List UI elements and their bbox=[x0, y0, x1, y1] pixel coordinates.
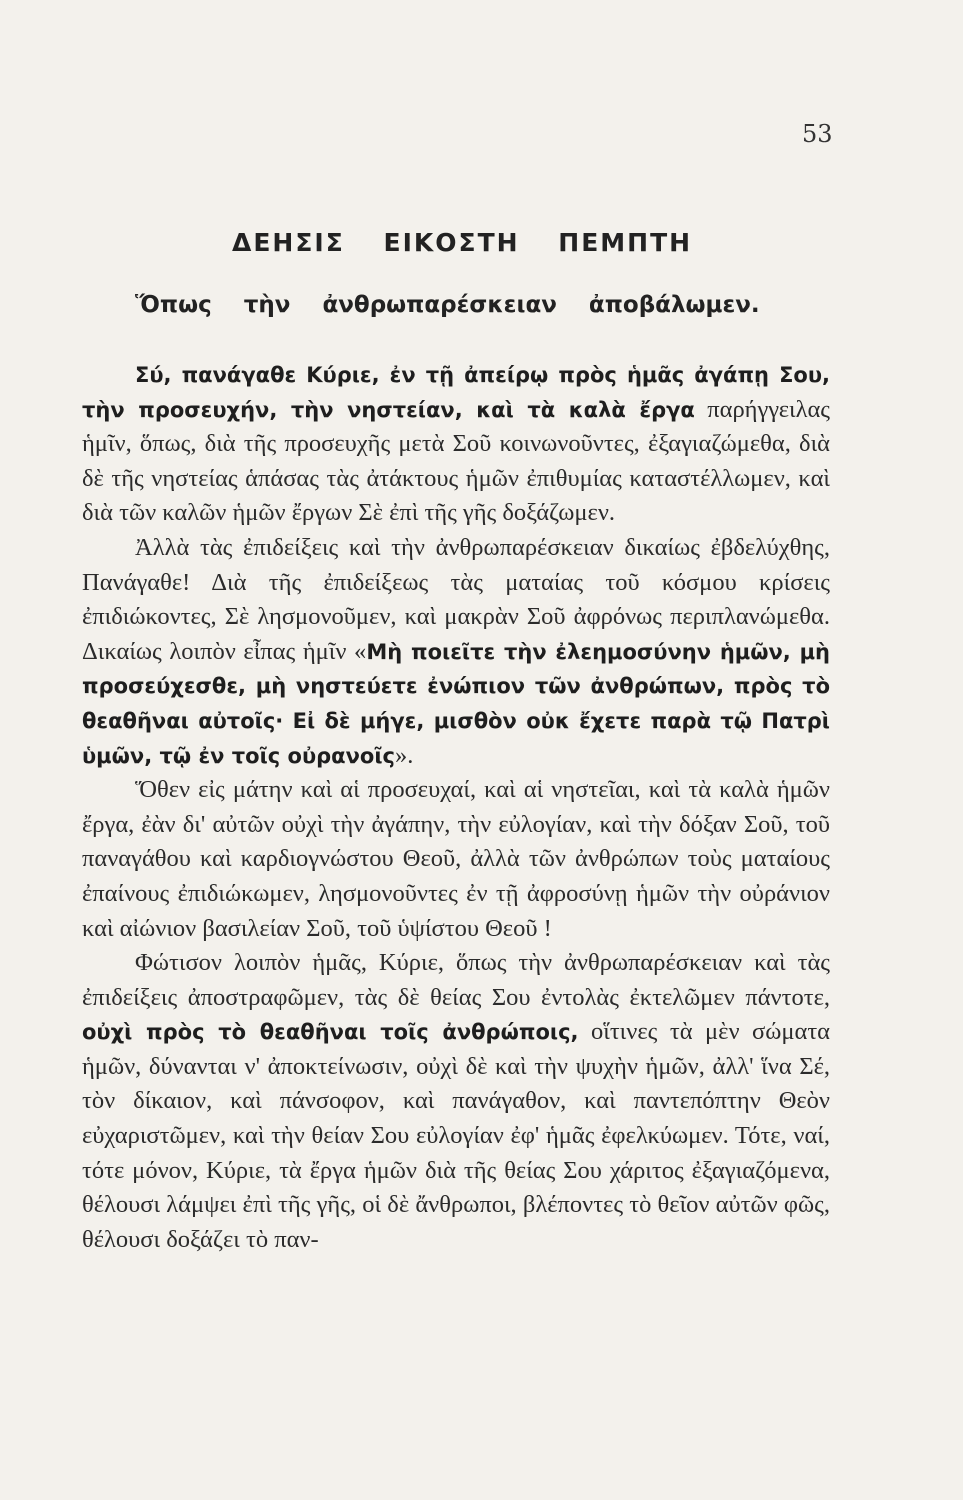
chapter-subtitle: Ὅπως τὴν ἀνθρωπαρέσκειαν ἀποβάλωμεν. bbox=[135, 292, 760, 318]
paragraph-1 bbox=[82, 358, 830, 531]
paragraph-2-quote: Μὴ ποιεῖτε τὴν ἐλεημοσύνην ἡμῶν, μὴ προσεύχεσθε, μὴ νηστεύετε ἐνώπιον τῶν ἀνθρώπων, πρὸς τὸ θεαθῆναι αὐτοῖς· Εἰ δὲ μήγε, μισθὸν οὐκ ἔχετε παρὰ τῷ Πατρὶ ὑμῶν, τῷ ἐν τοῖς οὐρανοῖς bbox=[82, 639, 830, 768]
paragraph-1-text: παρήγγειλας ἡμῖν, ὅπως, διὰ τῆς προσευχῆς μετὰ Σοῦ κοινωνοῦντες, ἐξαγιαζώμεθα, διὰ δὲ τῆς νηστείας ἁπάσας τὰς ἀτάκτους ἡμῶν ἐπιθυμίας καταστέλλωμεν, καὶ διὰ τῶν καλῶν ἡμῶν ἔργων Σὲ ἐπὶ τῆς γῆς δοξάζωμεν. bbox=[82, 395, 831, 527]
paragraph-2 bbox=[82, 531, 830, 773]
body-text bbox=[82, 358, 830, 1257]
chapter-title: ΔΕΗΣΙΣ ΕΙΚΟΣΤΗ ΠΕΜΠΤΗ bbox=[232, 228, 693, 257]
page-number: 53 bbox=[802, 120, 833, 148]
paragraph-4-bold: οὐχὶ πρὸς τὸ θεαθῆναι τοῖς ἀνθρώποις, bbox=[82, 1020, 579, 1045]
paragraph-3 bbox=[82, 773, 830, 946]
paragraph-4 bbox=[82, 946, 830, 1257]
paragraph-2-text: Ἀλλὰ τὰς ἐπιδείξεις καὶ τὴν ἀνθρωπαρέσκειαν δικαίως ἐβδελύχθης, Πανάγαθε! Διὰ τῆς ἐπιδείξεως τὰς ματαίας τοῦ κόσμου κρίσεις ἐπιδιώκοντες, Σὲ λησμονοῦμεν, καὶ μακρὰν Σοῦ ἀφρόνως περιπλανώμεθα. Δικαίως λοιπὸν εἶπας ἡμῖν « bbox=[82, 533, 830, 665]
paragraph-4-text-a: Φώτισον λοιπὸν ἡμᾶς, Κύριε, ὅπως τὴν ἀνθρωπαρέσκειαν καὶ τὰς ἐπιδείξεις ἀποστραφῶμεν, τὰς δὲ θείας Σου ἐντολὰς ἐκτελῶμεν πάντοτε, bbox=[82, 949, 830, 1011]
paragraph-4-text-b: οἵτινες τὰ μὲν σώματα ἡμῶν, δύνανται ν' ἀποκτείνωσιν, οὐχὶ δὲ καὶ τὴν ψυχὴν ἡμῶν, ἀλλ' ἵνα Σέ, τὸν δίκαιον, καὶ πάνσοφον, καὶ πανάγαθον, καὶ παντεπόπτην Θεὸν εὐχαριστῶμεν, καὶ τὴν θείαν Σου εὐλογίαν ἐφ' ἡμᾶς ἐφελκύωμεν. Τότε, ναί, τότε μόνον, Κύριε, τὰ ἔργα ἡμῶν διὰ τῆς θείας Σου χάριτος ἐξαγιαζόμενα, θέλουσι λάμψει ἐπὶ τῆς γῆς, οἱ δὲ ἄνθρωποι, βλέποντες τὸ θεῖον αὐτῶν φῶς, θέλουσι δοξάζει τὸ παν- bbox=[82, 1018, 831, 1253]
paragraph-1-bold-opening: Σύ, πανάγαθε Κύριε, ἐν τῇ ἀπείρῳ πρὸς ἡμᾶς ἀγάπῃ Σου, τὴν προσευχήν, τὴν νηστείαν, καὶ τὰ καλὰ ἔργα bbox=[82, 363, 830, 422]
paragraph-2-end: ». bbox=[394, 741, 414, 769]
paragraph-3-text: Ὅθεν εἰς μάτην καὶ αἱ προσευχαί, καὶ αἱ νηστεῖαι, καὶ τὰ καλὰ ἡμῶν ἔργα, ἐὰν δι' αὐτῶν οὐχὶ τὴν ἀγάπην, τὴν εὐλογίαν, καὶ τὴν δόξαν Σοῦ, τοῦ παναγάθου καὶ καρδιογνώστου Θεοῦ, ἀλλὰ τῶν ἀνθρώπων τοὺς ματαίους ἐπαίνους ἐπιδιώκωμεν, λησμονοῦντες ἐν τῇ ἀφροσύνῃ ἡμῶν τὴν οὐράνιον καὶ αἰώνιον βασιλείαν Σοῦ, τοῦ ὑψίστου Θεοῦ ! bbox=[82, 776, 830, 942]
